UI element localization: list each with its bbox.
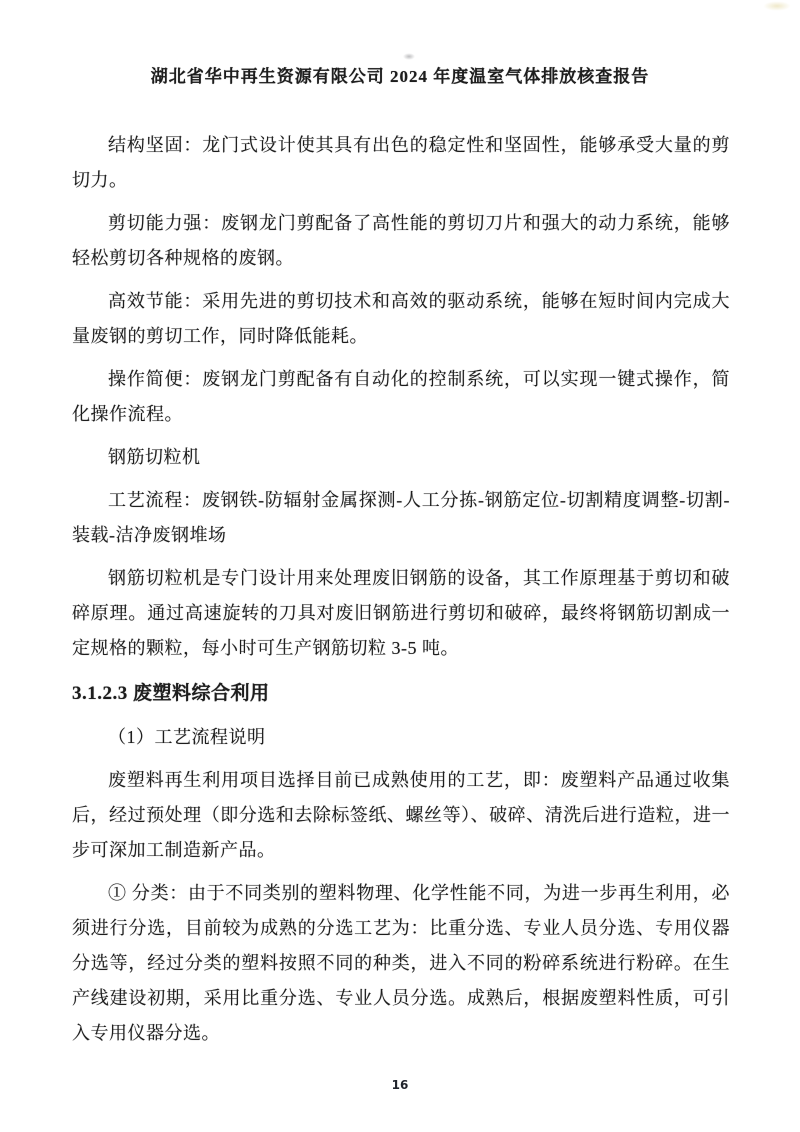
paragraph-energy-efficiency: 高效节能：采用先进的剪切技术和高效的驱动系统，能够在短时间内完成大量废钢的剪切工作，同时降低能耗。	[72, 291, 730, 346]
paragraph-structure-sturdy: 结构坚固：龙门式设计使其具有出色的稳定性和坚固性，能够承受大量的剪切力。	[72, 135, 730, 190]
paragraph-plastic-recycling-process: 废塑料再生利用项目选择目前已成熟使用的工艺，即：废塑料产品通过收集后，经过预处理（即分选和去除标签纸、螺丝等）、破碎、清洗后进行造粒，进一步可深加工制造新产品。	[72, 770, 730, 860]
paragraph-easy-operation: 操作简便：废钢龙门剪配备有自动化的控制系统，可以实现一键式操作，简化操作流程。	[72, 369, 730, 424]
page-header-title: 湖北省华中再生资源有限公司 2024 年度温室气体排放核查报告	[150, 67, 650, 86]
paragraph-process-flow-note-title: （1）工艺流程说明	[108, 727, 266, 747]
page-number: 16	[391, 1078, 409, 1092]
section-heading-3-1-2-3: 3.1.2.3 废塑料综合利用	[72, 683, 270, 704]
paragraph-process-flow: 工艺流程：废钢铁-防辐射金属探测-人工分拣-钢筋定位-切割精度调整-切割-装载-洁净废钢堆场	[72, 490, 730, 545]
paragraph-classification-step: ① 分类：由于不同类别的塑料物理、化学性能不同，为进一步再生利用，必须进行分选，目前较为成熟的分选工艺为：比重分选、专业人员分选、专用仪器分选等，经过分类的塑料按照不同的种类，进入不同的粉碎系统进行粉碎。在生产线建设初期，采用比重分选、专业人员分选。成熟后，根据废塑料性质，可引入专用仪器分选。	[72, 883, 730, 1043]
paragraph-shearing-capacity: 剪切能力强：废钢龙门剪配备了高性能的剪切刀片和强大的动力系统，能够轻松剪切各种规格的废钢。	[72, 213, 730, 268]
scan-stain-artifact	[760, 0, 794, 12]
scan-smudge-artifact	[401, 52, 417, 61]
paragraph-rebar-cutter-title: 钢筋切粒机	[108, 447, 201, 467]
paragraph-rebar-cutter-description: 钢筋切粒机是专门设计用来处理废旧钢筋的设备，其工作原理基于剪切和破碎原理。通过高速旋转的刀具对废旧钢筋进行剪切和破碎，最终将钢筋切割成一定规格的颗粒，每小时可生产钢筋切粒 3-5 吨。	[72, 568, 730, 658]
document-body	[0, 128, 800, 1051]
